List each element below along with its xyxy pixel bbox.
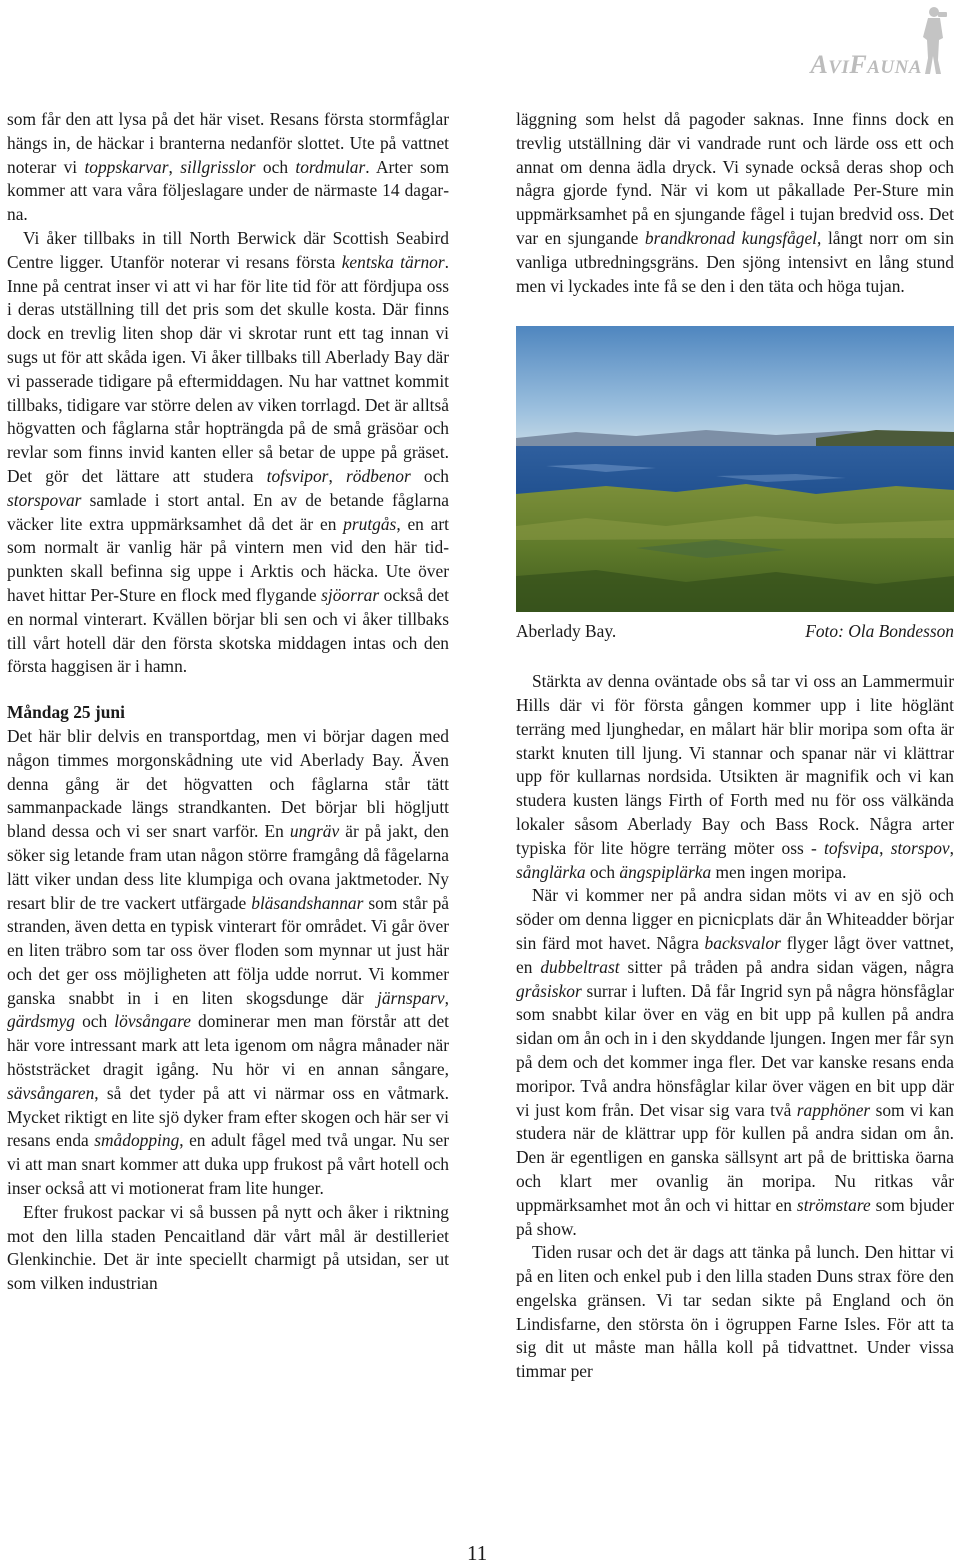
- paragraph: som får den att lysa på det här viset. Resans första stormfåglar hängs in, de häckar i branterna nedanför slottet. Ute på vattnet noterar vi toppskarvar, sillgrisslor och tordmular. Arter som kommer att vara våra följeslagare under de närmaste 14 dagarna.: [7, 109, 449, 225]
- paragraph: Efter frukost packar vi så bussen på nytt och åker i riktning mot den lilla staden Pencaitland där vårt mål är destilleriet Glenkinchie. Det är inte speciellt charmigt på utsidan, ser ut som vilken industrian: [7, 1201, 449, 1294]
- paragraph: Vi åker tillbaks in till North Berwick där Scottish Seabird Centre ligger. Utanför noterar vi resans första kentska tärnor. Inne på centrat inser vi att vi har för lite tid för att fördjupa oss i deras utställning till det pris som det skulle kosta. Där finns dock en trevlig liten shop där vi skrotar runt ett tag innan vi sugs ut för att skåda igen. Vi åker tillbaks till Aberlady Bay där vi passerade tidigare på eftermiddagen. Nu har vattnet kommit tillbaks, tidigare var större delen av viken torrlagd. Det är alltså högvatten och fåglarna står hopträngda på de små gräsöar och revlar som finns invid kanten eller så betar de uppe på gräset. Det gör det lättare att studera tofsvipor, rödbenor och storspovar samlade i stort antal. En av de betande fåglarna väcker lite extra uppmärksamhet då det är en prutgås, en art som normalt är vanlig här på vintern men vid den här tidpunkten skall befinna sig uppe i Arktis och häcka. Ute över havet hittar Per-Sture en flock med flygande sjöorrar också det en normal vinterart. Kvällen börjar bli sen och vi åker tillbaks till vårt hotell där den första skotska middagen intas och den första haggisen är i hamn.: [7, 227, 449, 677]
- paragraph: läggning som helst då pagoder saknas. Inne finns dock en trevlig utställning där vi vandrade runt och lärde oss ett och annat om denna ädla dryck. Vi synade också deras shop och några gjorde fynd. När vi kom ut påkallade Per-Sture min uppmärksamhet på en sjungande fågel i tujan bredvid oss. Det var en sjungande brandkronad kungsfågel, långt norr om sin vanliga utbredningsgräns. Den sjöng intensivt en lång stund men vi lyckades inte få se den i den täta och höga tujan.: [516, 109, 954, 296]
- paragraph: Stärkta av denna oväntade obs så tar vi oss an Lammermuir Hills där vi för första gången kommer upp i lite höglänt terräng med ljunghedar, en målart här blir moripa som ofta är starkt knuten till ljung. Vi stannar och spanar när vi klättrar upp för kullarnas nordsida. Utsikten är magnifik och vi kan studera kusten längs Firth of Forth med nu för oss välkända lokaler såsom Aberlady Bay och Bass Rock. Några arter typiska för lite högre terräng möter oss - tofsvipa, storspov, sånglärka och ängspiplärka men ingen moripa.: [516, 671, 955, 882]
- left-column: [7, 108, 449, 1296]
- paragraph: Det här blir delvis en transportdag, men vi börjar dagen med någon timmes morgonskådning ute vid Aberlady Bay. Även denna gång är det högvatten och fåglarna står tätt sammanpackade längs strandkanten. Det börjar bli högljutt bland dessa och vi ser snart varför. En ungräv är på jakt, den söker sig letande fram utan någon större framgång då fågelarna lätt viker undan dess lite klumpiga och ovana jaktmetoder. Ny resart blir de tre vackert utfärgade bläsandshannar som står på stranden, även detta en typisk vinterart för området. Vi går över en liten träbro som tar oss över floden som mynnar ut just här och det ger oss möjligheten att följa udde norrut. Vi kommer ganska snabbt in i en liten skogsdunge där järnsparv, gärdsmyg och lövsångare dominerar men man förstår att det här vore intressant mark att leta igenom om några månader när höststräcket dragit igång. Nu hör vi en annan sångare, sävsångaren, så det tyder på att vi närmar oss en våtmark. Mycket riktigt en lite sjö dyker fram efter skogen och här ser vi resans enda smådopping, en adult fågel med två ungar. Nu ser vi att man snart kommer att duka upp frukost på vårt hotell och inser också att vi motionerat fram lite hunger.: [7, 725, 450, 1199]
- aberlady-bay-photo: [516, 326, 954, 612]
- caption-place: Aberlady Bay.: [516, 621, 617, 642]
- photo-caption: [516, 620, 954, 644]
- paragraph: Tiden rusar och det är dags att tänka på lunch. Den hittar vi på en liten och enkel pub i den lilla staden Duns strax före den engelska gränsen. Vi tar sedan sikte på England och ön Lindisfarne, den största ön i ögruppen Farne Isles. För att ta sig dit ut måste man hålla koll på tidvattnet. Under vissa timmar per: [516, 1242, 954, 1382]
- paragraph: När vi kommer ner på andra sidan möts vi av en sjö och söder om denna ligger en picnicplats där ån Whiteadder börjar sin färd mot havet. Några backsvalor flyger lågt över vattnet, en dubbeltrast sitter på tråden på andra sidan vägen, några gråsiskor surrar i luften. Då får Ingrid syn på några hönsfåglar som snabbt kilar över en väg en bit upp på kullen på andra sidan om ån och in i den skyddande ljungen. Ingen mer får syn på dem och det kommer inga fler. Det var kanske resans enda moripor. Två andra hönsfåglar kilar över vägen en bit upp där vi just kom från. Det visar sig vara två rapphöner som vi kan studera när de klättrar upp för kullen på andra sidan om ån. Den är egentligen en ganska sällsynt art på de brittiska öarna och klart mer ovanlig än moripa. Nu ritkas vår uppmärksamhet mot ån och vi hittar en strömstare som bjuder på show.: [516, 885, 954, 1239]
- photo-credit: Foto: Ola Bondesson: [805, 621, 954, 642]
- logo-wordmark: AVIFAUNA: [810, 50, 922, 79]
- page-number: 11: [467, 1541, 488, 1565]
- right-column: [516, 108, 954, 1384]
- section-heading: Måndag 25 juni: [7, 702, 125, 723]
- avifauna-logo: [762, 4, 952, 79]
